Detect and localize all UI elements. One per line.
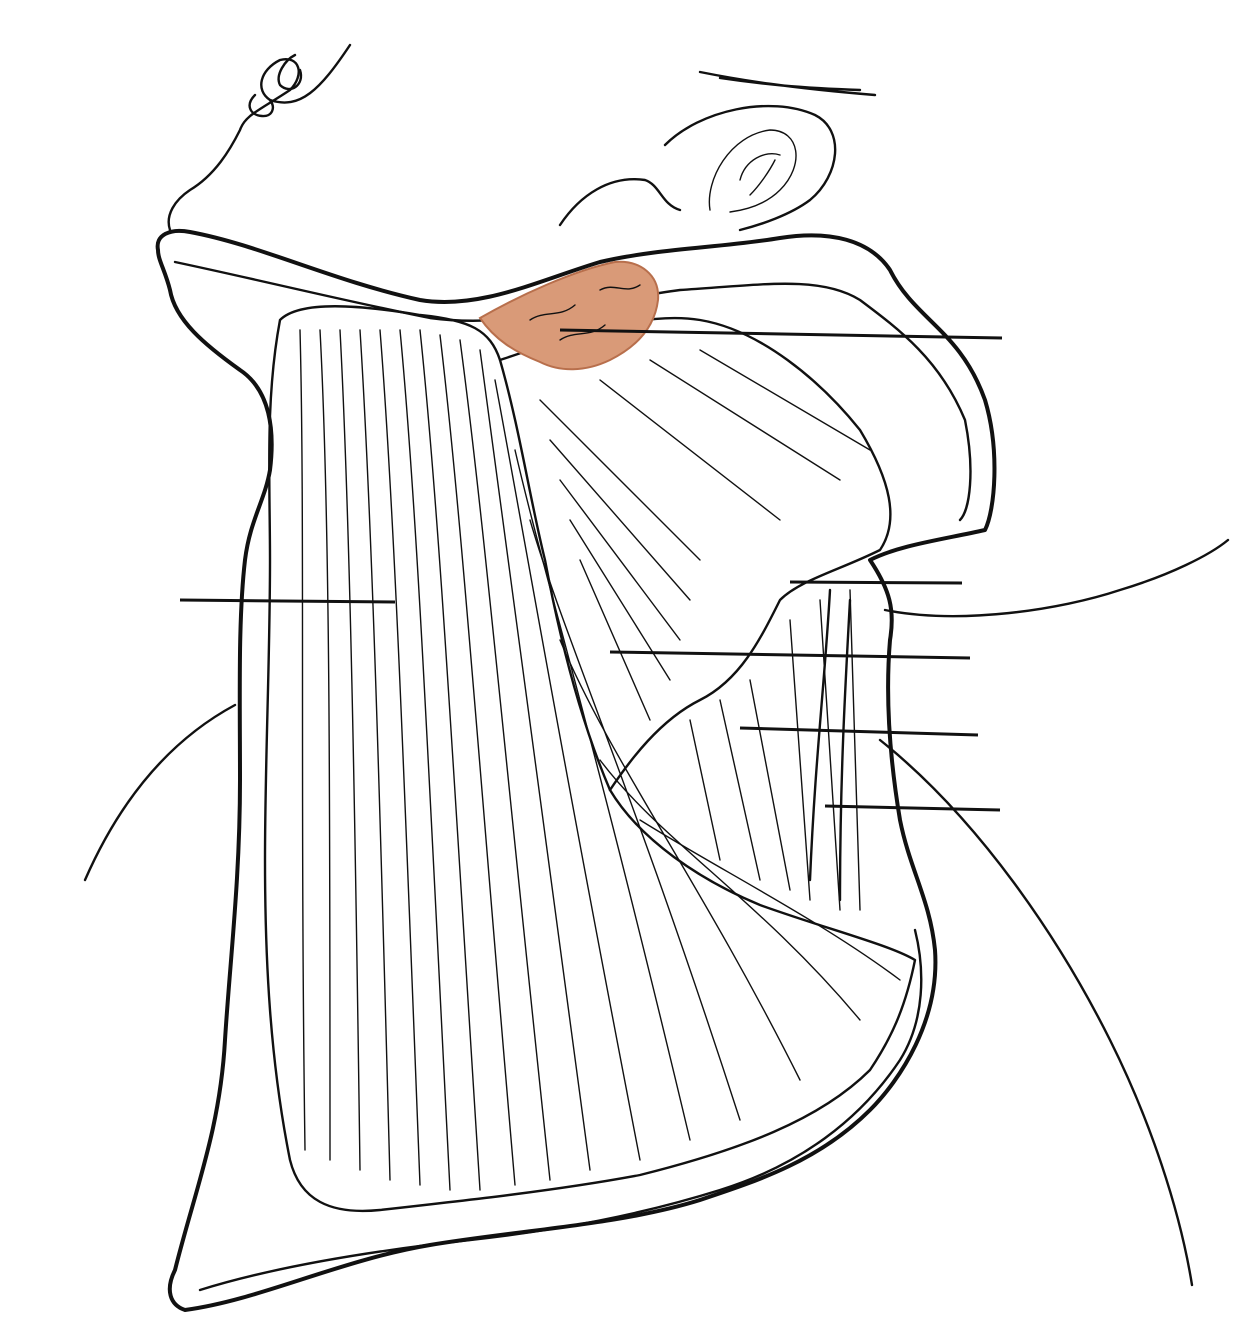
- leader-lower-right-1: [740, 728, 978, 735]
- parotid-gland: [480, 262, 658, 369]
- vessel-strand-1: [810, 590, 830, 880]
- leader-upper-right-2: [610, 652, 970, 658]
- right-curved-leader-line: [885, 540, 1228, 616]
- shoulder-left-curve: [85, 705, 235, 880]
- deep-muscle-hatching: [540, 350, 870, 910]
- leader-lower-right-2: [825, 806, 1000, 810]
- leader-upper-right-1: [790, 582, 962, 583]
- muscle-fiber-hatching: [300, 330, 900, 1190]
- skin-flap-outline: [158, 231, 995, 1310]
- tragus-outline: [560, 179, 680, 225]
- ear-outline: [665, 106, 835, 230]
- ear-inner-fold: [709, 130, 796, 212]
- vessel-strand-2: [840, 600, 850, 900]
- face-profile-outline: [169, 45, 350, 230]
- ear-concha: [740, 154, 780, 195]
- leader-sternocleidomastoid: [180, 600, 395, 602]
- hair-strands: [700, 72, 875, 95]
- skin-flap-inner-edge: [175, 262, 970, 1290]
